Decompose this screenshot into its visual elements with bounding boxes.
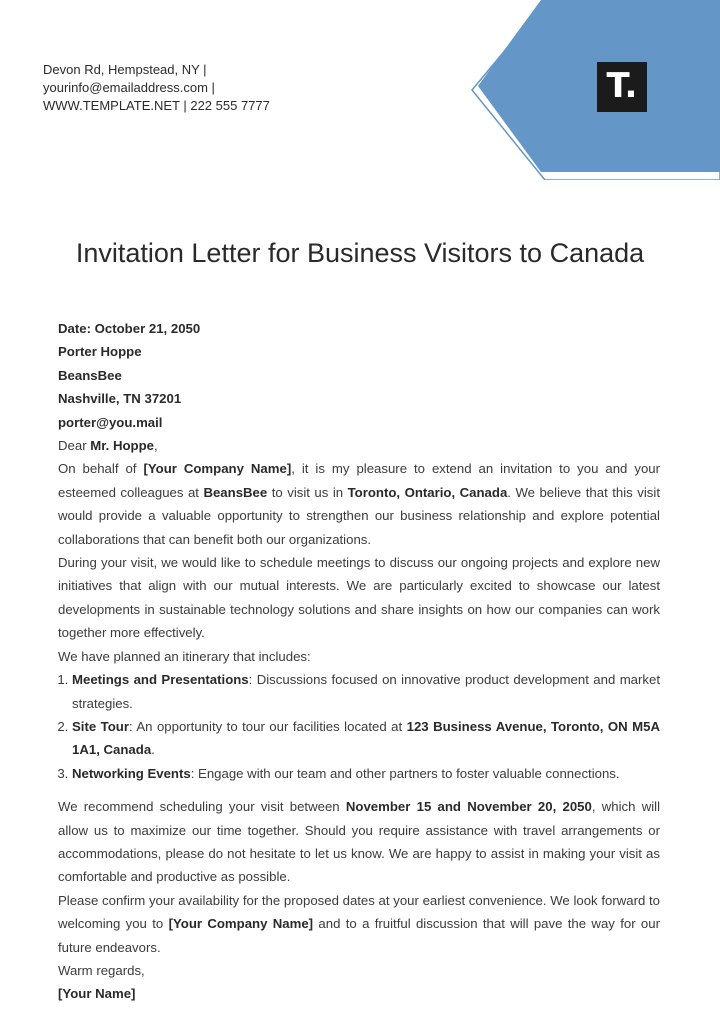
recipient-email: porter@you.mail xyxy=(58,414,163,430)
itinerary-intro: We have planned an itinerary that includes: xyxy=(58,648,311,664)
logo-text: T. xyxy=(606,66,638,106)
list-item: 1. Meetings and Presentations: Discussions focused on innovative product development and market strategies. xyxy=(72,668,660,715)
letter-body xyxy=(58,317,660,1006)
recipient-company: BeansBee xyxy=(58,367,122,383)
paragraph-visit-purpose: During your visit, we would like to schedule meetings to discuss our ongoing projects and explore new initiatives that align with our mutual interests. We are particularly excited to showcase our latest developments in sustainable technology solutions and share insights on how our companies can work together more effectively. xyxy=(58,555,660,641)
contact-info xyxy=(43,61,270,115)
contact-website-phone: WWW.TEMPLATE.NET | 222 555 7777 xyxy=(43,98,270,113)
greeting: Dear Mr. Hoppe, xyxy=(58,438,158,454)
signature-name: [Your Name] xyxy=(58,986,136,1002)
contact-email: yourinfo@emailaddress.com | xyxy=(43,80,215,95)
itinerary-list xyxy=(58,668,660,785)
company-logo xyxy=(597,62,647,112)
paragraph-schedule: We recommend scheduling your visit between November 15 and November 20, 2050, which will allow us to maximize our time together. Should you require assistance with travel arrangements or accommodations, please do not hesitate to let us know. We are happy to assist in making your visit as comfortable and productive as possible. xyxy=(58,799,661,885)
letter-date: Date: October 21, 2050 xyxy=(58,321,201,336)
contact-address: Devon Rd, Hempstead, NY | xyxy=(43,62,207,77)
paragraph-invitation: On behalf of [Your Company Name], it is my pleasure to extend an invitation to you and your esteemed colleagues at BeansBee to visit us in Toronto, Ontario, Canada. We believe that this visit would provide a valuable opportunity to strengthen our business relationship and explore potential collaborations that can benefit both our organizations. xyxy=(58,461,660,547)
list-item: 2. Site Tour: An opportunity to tour our facilities located at 123 Business Avenue, Toronto, ON M5A 1A1, Canada. xyxy=(72,715,660,762)
paragraph-confirmation: Please confirm your availability for the proposed dates at your earliest convenience. We look forward to welcoming you to [Your Company Name] and to a fruitful discussion that will pave the way for our future endeavors. xyxy=(58,892,660,955)
list-item: 3. Networking Events: Engage with our team and other partners to foster valuable connections. xyxy=(72,762,660,785)
recipient-name: Porter Hoppe xyxy=(58,344,142,360)
document-title: Invitation Letter for Business Visitors to Canada xyxy=(75,238,645,268)
recipient-city: Nashville, TN 37201 xyxy=(58,391,182,407)
closing: Warm regards, xyxy=(58,962,145,978)
